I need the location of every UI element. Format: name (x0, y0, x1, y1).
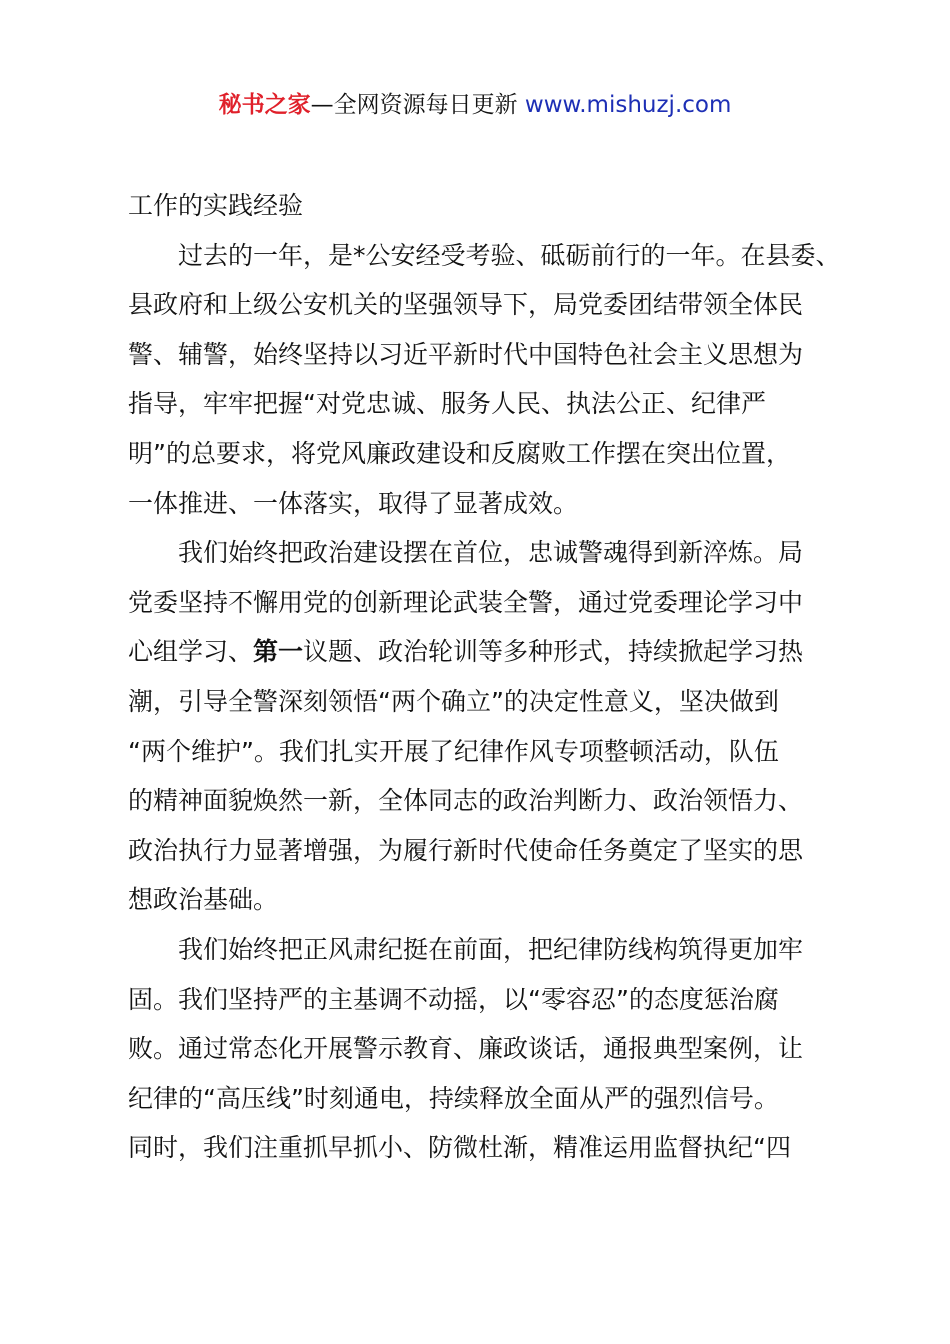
paragraph-line (128, 627, 833, 677)
inline-text: 心组学习、 (128, 637, 254, 667)
paragraph-line: 警、辅警，始终坚持以习近平新时代中国特色社会主义思想为 (128, 339, 804, 369)
paragraph-line: 指导，牢牢把握“对党忠诚、服务人民、执法公正、纪律严 (128, 389, 766, 419)
paragraph-line: “两个维护”。我们扎实开展了纪律作风专项整顿活动，队伍 (128, 736, 779, 766)
paragraph-line: 潮，引导全警深刻领悟“两个确立”的决定性意义，坚决做到 (128, 686, 779, 716)
paragraph-line: 的精神面貌焕然一新，全体同志的政治判断力、政治领悟力、 (128, 786, 804, 816)
brand-name: 秘书之家 (218, 92, 311, 118)
header-tagline: —全网资源每日更新 (310, 92, 525, 118)
paragraph-line: 同时，我们注重抓早抓小、防微杜渐，精准运用监督执纪“四 (128, 1133, 791, 1163)
site-header (0, 88, 950, 122)
paragraph-line: 想政治基础。 (128, 885, 279, 915)
inline-text: 议题、政治轮训等多种形式，持续掀起学习热 (303, 637, 804, 667)
paragraph-line: 明”的总要求，将党风廉政建设和反腐败工作摆在突出位置， (128, 438, 791, 468)
bold-text: 第一 (253, 637, 304, 667)
paragraph-line: 固。我们坚持严的主基调不动摇，以“零容忍”的态度惩治腐 (128, 984, 779, 1014)
paragraph-line: 败。通过常态化开展警示教育、廉政谈话，通报典型案例，让 (128, 1034, 804, 1064)
site-url-link[interactable]: www.mishuzj.com (524, 92, 732, 118)
paragraph-line: 过去的一年，是*公安经受考验、砥砺前行的一年。在县委、 (178, 240, 841, 270)
paragraph-line: 我们始终把正风肃纪挺在前面，把纪律防线构筑得更加牢 (178, 934, 804, 964)
paragraph-line: 我们始终把政治建设摆在首位，忠诚警魂得到新淬炼。局 (178, 538, 804, 568)
paragraph-line: 党委坚持不懈用党的创新理论武装全警，通过党委理论学习中 (128, 587, 804, 617)
paragraph-line: 一体推进、一体落实，取得了显著成效。 (128, 488, 579, 518)
paragraph-line: 纪律的“高压线”时刻通电，持续释放全面从严的强烈信号。 (128, 1083, 779, 1113)
paragraph-line: 工作的实践经验 (128, 191, 304, 220)
paragraph-line: 县政府和上级公安机关的坚强领导下，局党委团结带领全体民 (128, 290, 804, 320)
document-body (128, 181, 841, 1173)
paragraph-line: 政治执行力显著增强，为履行新时代使命任务奠定了坚实的思 (128, 835, 804, 865)
